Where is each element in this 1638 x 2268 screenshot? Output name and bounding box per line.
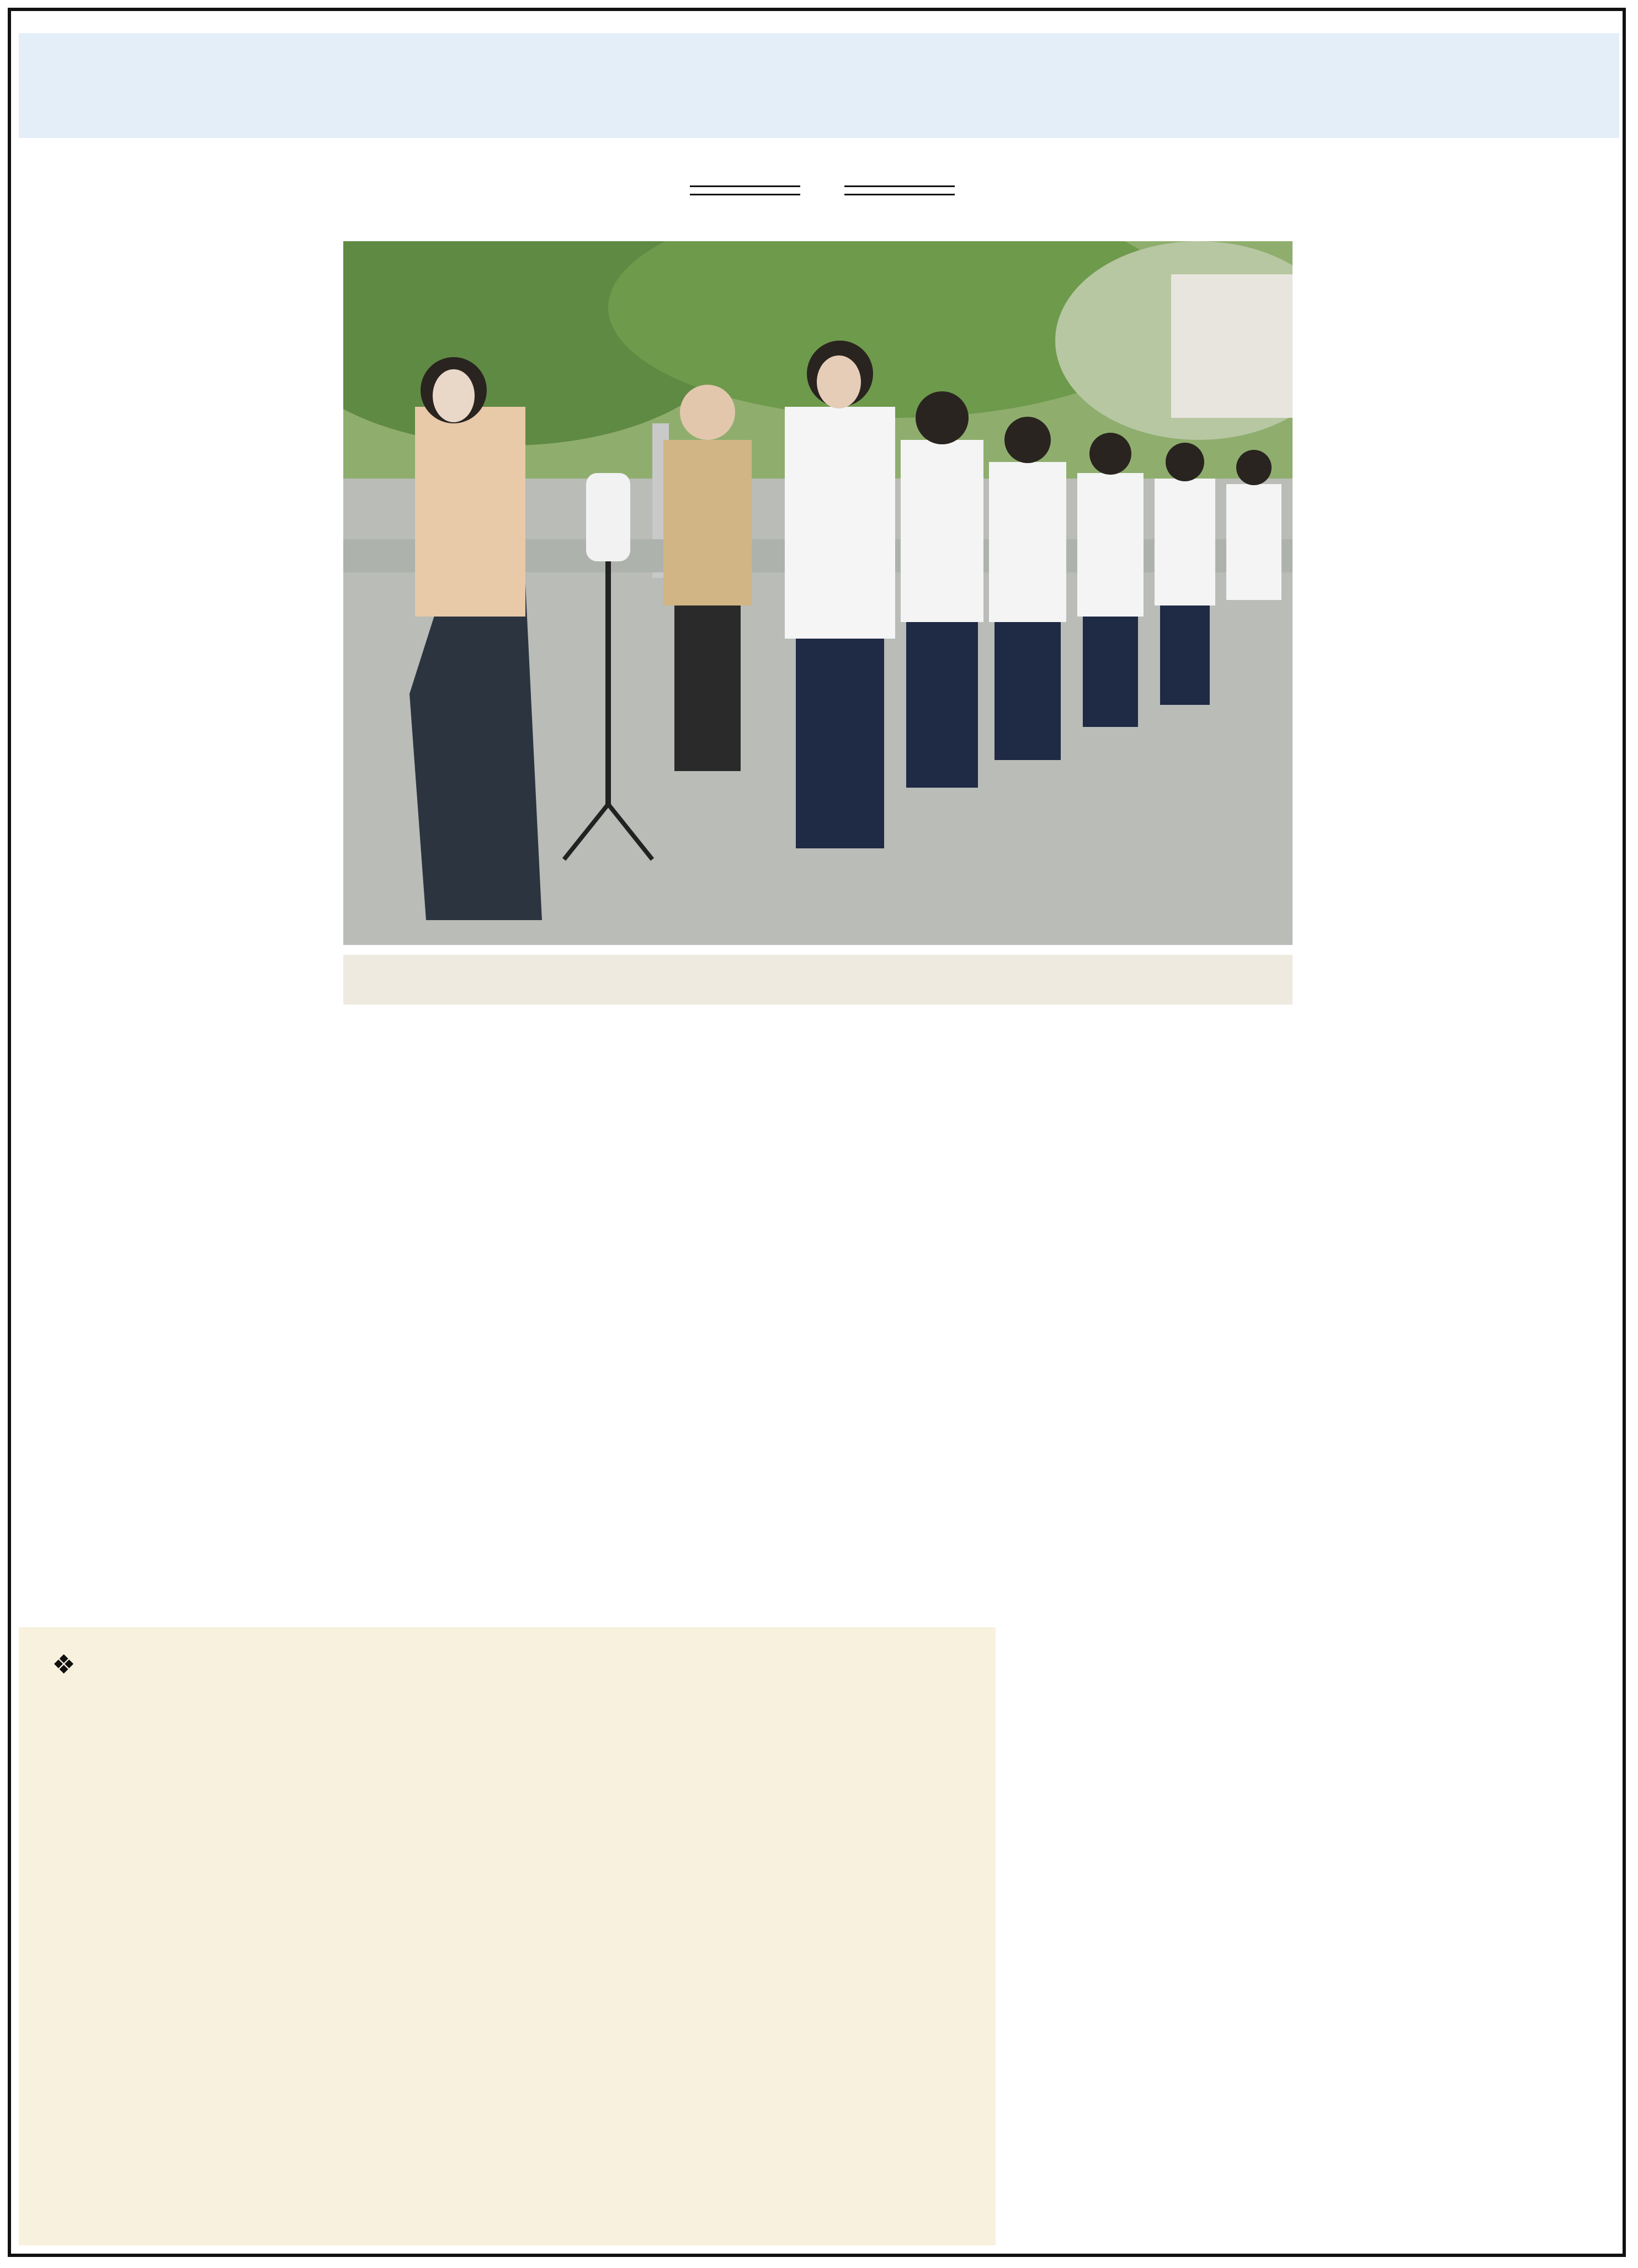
paragraph xyxy=(1004,1155,1291,1189)
byline-rule-right xyxy=(844,185,955,195)
subheading xyxy=(1311,406,1617,440)
paragraph xyxy=(19,440,328,475)
column-middle-1 xyxy=(343,1016,652,1617)
diamond-bullet-icon: ❖ xyxy=(52,1649,76,1680)
paragraph xyxy=(1311,232,1617,267)
column-left xyxy=(19,232,328,1620)
subheading xyxy=(1311,336,1617,371)
paragraph xyxy=(1311,440,1617,475)
subheading xyxy=(1004,1120,1291,1155)
paragraph xyxy=(19,301,328,336)
paragraph xyxy=(1311,371,1617,406)
paragraph xyxy=(19,371,328,406)
subheading xyxy=(19,267,328,301)
headline-banner xyxy=(19,33,1619,138)
paragraph xyxy=(1311,301,1617,336)
paragraph xyxy=(1004,1016,1291,1050)
photo-caption xyxy=(343,955,1293,1005)
pull-quote-text xyxy=(113,1644,968,2140)
paragraph xyxy=(665,1016,980,1050)
paragraph xyxy=(665,1085,980,1120)
paragraph xyxy=(1004,1085,1291,1120)
subheading xyxy=(665,1050,980,1085)
pull-quote-box xyxy=(19,1627,996,2245)
column-middle-2 xyxy=(665,1016,980,1617)
subheading xyxy=(19,336,328,371)
column-right xyxy=(1311,232,1617,2241)
paragraph xyxy=(343,1016,652,1050)
byline-row xyxy=(552,166,1093,215)
paragraph xyxy=(343,1085,652,1120)
byline-rule-left xyxy=(690,185,800,195)
subheading xyxy=(1004,1050,1291,1085)
subheading xyxy=(1311,267,1617,301)
subheading xyxy=(343,1050,652,1085)
subheading xyxy=(19,406,328,440)
news-photo xyxy=(343,241,1293,945)
paragraph xyxy=(19,232,328,267)
column-middle-3 xyxy=(1004,1016,1291,2241)
